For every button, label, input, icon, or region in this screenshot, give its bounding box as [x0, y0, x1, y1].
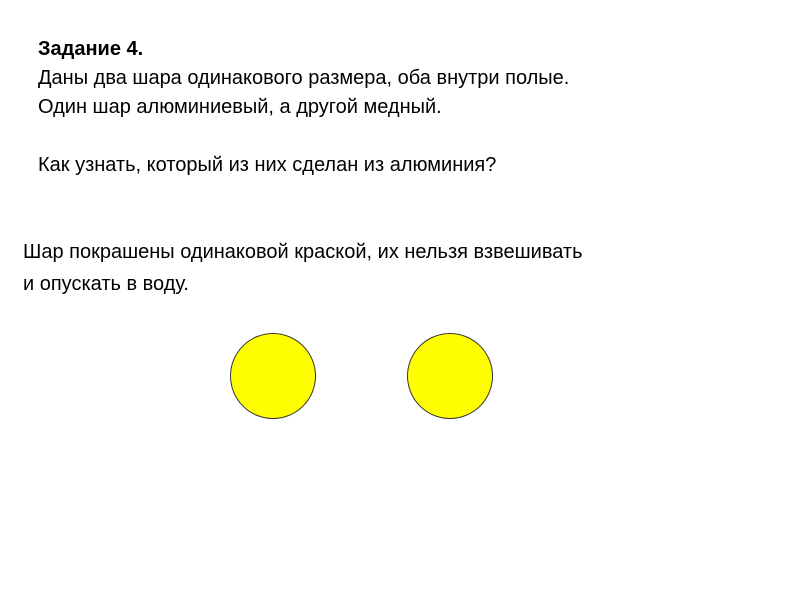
aluminum-or-copper-ball-right [407, 333, 493, 419]
condition-note [23, 236, 783, 300]
task-question: Как узнать, который из них сделан из алюминия? [38, 154, 497, 176]
aluminum-or-copper-ball-left [230, 333, 316, 419]
condition-note-line-2: и опускать в воду. [23, 273, 189, 295]
condition-note-line-1: Шар покрашены одинаковой краской, их нельзя взвешивать [23, 241, 583, 263]
task-statement-line-1: Даны два шара одинакового размера, оба внутри полые. [38, 67, 570, 89]
task-title: Задание 4. [38, 38, 144, 60]
task-statement-line-2: Один шар алюминиевый, а другой медный. [38, 96, 442, 118]
task-block [38, 35, 778, 180]
